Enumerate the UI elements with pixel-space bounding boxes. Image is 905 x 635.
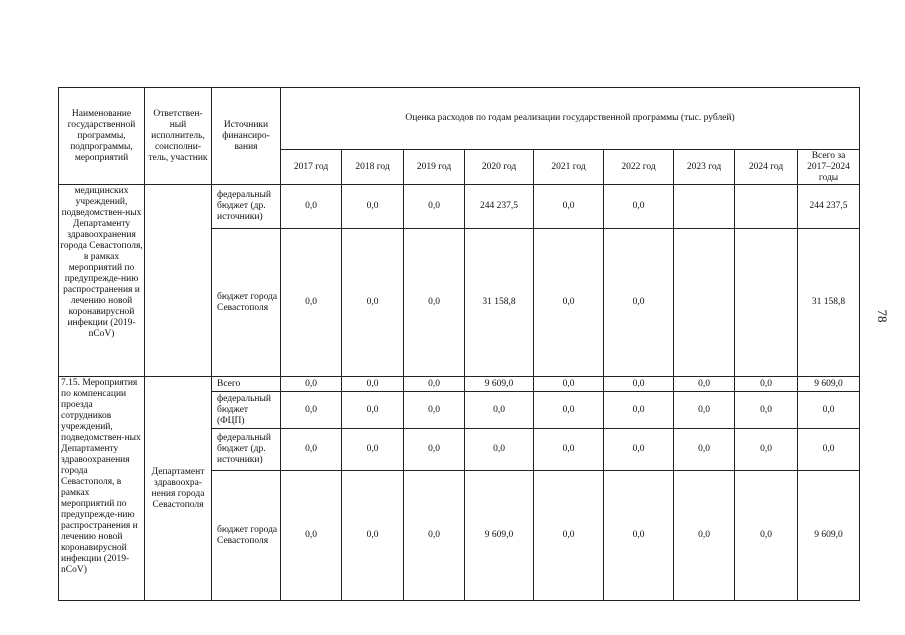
source-cell: Всего: [212, 377, 281, 392]
value-cell: 0,0: [674, 471, 735, 601]
header-source: Источники финансиро-вания: [212, 88, 281, 185]
value-cell: 0,0: [342, 429, 404, 471]
header-estimate: Оценка расходов по годам реализации государственной программы (тыс. рублей): [281, 88, 860, 150]
value-cell: 0,0: [534, 471, 604, 601]
value-cell: 0,0: [534, 392, 604, 429]
value-cell: 0,0: [735, 392, 798, 429]
value-cell: 0,0: [735, 429, 798, 471]
value-cell: 0,0: [281, 471, 342, 601]
program-cell: 7.15. Мероприятия по компенсации проезда сотрудников учреждений, подведомствен-ных Департаменту здравоохранения города Севастополя, в рамках мероприятий по предупрежде-нию распространения и лечению новой коронавирусной инфекции (2019-nCoV): [59, 377, 145, 601]
value-cell: 0,0: [404, 471, 465, 601]
year-header: 2021 год: [534, 150, 604, 185]
total-header: Всего за 2017–2024 годы: [798, 150, 860, 185]
value-cell: 0,0: [735, 377, 798, 392]
header-responsible: Ответствен-ный исполнитель, соисполни-тель, участник: [145, 88, 212, 185]
total-cell: 244 237,5: [798, 185, 860, 229]
value-cell: 244 237,5: [465, 185, 534, 229]
value-cell: 0,0: [674, 392, 735, 429]
value-cell: 0,0: [674, 377, 735, 392]
source-cell: федеральный бюджет (др. источники): [212, 185, 281, 229]
value-cell: 0,0: [534, 185, 604, 229]
year-header: 2023 год: [674, 150, 735, 185]
year-header: 2018 год: [342, 150, 404, 185]
value-cell: 0,0: [465, 429, 534, 471]
value-cell: 0,0: [604, 377, 674, 392]
total-cell: 0,0: [798, 429, 860, 471]
table-row: [59, 377, 860, 392]
value-cell: 0,0: [281, 429, 342, 471]
table-row: [59, 185, 860, 229]
source-cell: бюджет города Севастополя: [212, 471, 281, 601]
value-cell: 0,0: [735, 471, 798, 601]
value-cell: 0,0: [404, 392, 465, 429]
responsible-cell: [145, 185, 212, 377]
value-cell: 31 158,8: [465, 229, 534, 377]
value-cell: [674, 229, 735, 377]
value-cell: 0,0: [534, 229, 604, 377]
value-cell: 0,0: [404, 229, 465, 377]
value-cell: 9 609,0: [465, 471, 534, 601]
value-cell: 0,0: [342, 229, 404, 377]
value-cell: 0,0: [281, 392, 342, 429]
value-cell: [674, 185, 735, 229]
value-cell: 0,0: [342, 377, 404, 392]
value-cell: 0,0: [342, 471, 404, 601]
value-cell: 0,0: [465, 392, 534, 429]
value-cell: 0,0: [404, 377, 465, 392]
program-cell: медицинских учреждений, подведомствен-ных Департаменту здравоохранения города Севастополя, в рамках мероприятий по предупрежде-нию распространения и лечению новой коронавирусной инфекции (2019-nCoV): [59, 185, 145, 377]
value-cell: 0,0: [604, 429, 674, 471]
year-header: 2020 год: [465, 150, 534, 185]
value-cell: 0,0: [604, 392, 674, 429]
value-cell: 0,0: [534, 429, 604, 471]
value-cell: 9 609,0: [465, 377, 534, 392]
header-program-name: Наименование государственной программы, подпрограммы, мероприятий: [59, 88, 145, 185]
total-cell: 0,0: [798, 392, 860, 429]
total-cell: 9 609,0: [798, 377, 860, 392]
value-cell: 0,0: [342, 185, 404, 229]
value-cell: [735, 185, 798, 229]
header-row-top: [59, 88, 860, 150]
year-header: 2022 год: [604, 150, 674, 185]
year-header: 2024 год: [735, 150, 798, 185]
source-cell: федеральный бюджет (ФЦП): [212, 392, 281, 429]
value-cell: 0,0: [534, 377, 604, 392]
year-header: 2017 год: [281, 150, 342, 185]
value-cell: 0,0: [604, 471, 674, 601]
source-cell: федеральный бюджет (др. источники): [212, 429, 281, 471]
value-cell: [735, 229, 798, 377]
value-cell: 0,0: [281, 229, 342, 377]
value-cell: 0,0: [404, 429, 465, 471]
value-cell: 0,0: [281, 185, 342, 229]
value-cell: 0,0: [604, 185, 674, 229]
budget-table: [58, 87, 860, 601]
total-cell: 31 158,8: [798, 229, 860, 377]
year-header: 2019 год: [404, 150, 465, 185]
value-cell: 0,0: [281, 377, 342, 392]
value-cell: 0,0: [342, 392, 404, 429]
value-cell: 0,0: [674, 429, 735, 471]
page-number: 78: [875, 309, 890, 323]
value-cell: 0,0: [604, 229, 674, 377]
total-cell: 9 609,0: [798, 471, 860, 601]
source-cell: бюджет города Севастополя: [212, 229, 281, 377]
responsible-cell: Департамент здравоохра-нения города Севастополя: [145, 377, 212, 601]
value-cell: 0,0: [404, 185, 465, 229]
